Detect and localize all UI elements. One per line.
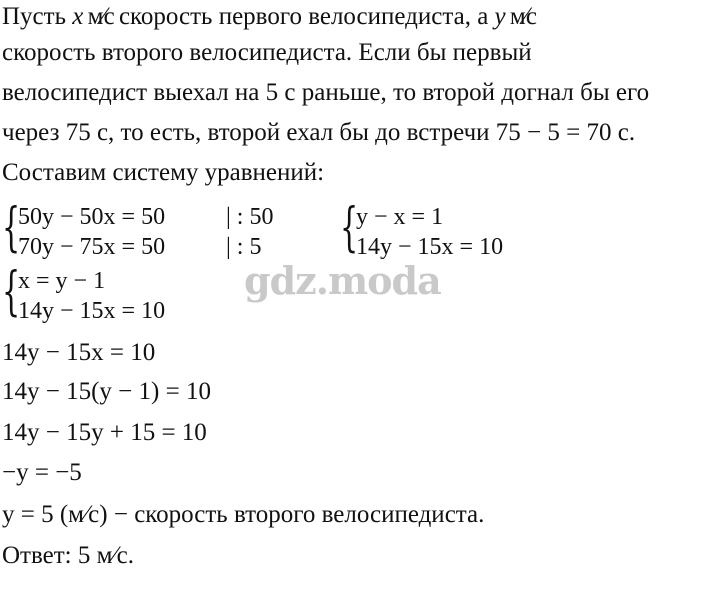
equation-system-1 bbox=[2, 198, 322, 264]
text-fragment: Пусть bbox=[2, 3, 73, 30]
equation: 50y − 50x = 50 bbox=[18, 204, 166, 230]
solution-step-4: −y = −5 bbox=[2, 459, 82, 486]
brace-glyph: { bbox=[2, 262, 21, 322]
brace-glyph: { bbox=[340, 198, 359, 258]
unit-fragment: м⁄с bbox=[505, 3, 535, 30]
equation: x = y − 1 bbox=[18, 268, 106, 294]
solution-step-2: 14y − 15(y − 1) = 10 bbox=[2, 378, 211, 405]
equation: y − x = 1 bbox=[356, 204, 444, 230]
text-fragment: скорость первого велосипедиста, а bbox=[112, 3, 495, 30]
solution-step-3: 14y − 15y + 15 = 10 bbox=[2, 419, 207, 446]
text-line-1 bbox=[2, 2, 535, 32]
answer-line: Ответ: 5 м⁄с. bbox=[2, 542, 134, 569]
variable-x: x bbox=[72, 3, 84, 30]
watermark-logo: gdz.moda bbox=[244, 258, 441, 303]
variable-y: y bbox=[494, 3, 506, 30]
text-line-2: скорость второго велосипедиста. Если бы первый bbox=[2, 39, 532, 66]
text-line-3: велосипедист выехал на 5 с раньше, то второй догнал бы его bbox=[2, 79, 650, 106]
text-line-5: Составим систему уравнений: bbox=[2, 159, 325, 186]
divisor-note: | : 50 bbox=[226, 204, 274, 230]
solution-step-1: 14y − 15x = 10 bbox=[2, 339, 156, 366]
solution-step-5: y = 5 (м⁄с) − скорость второго велосипедиста. bbox=[2, 501, 485, 528]
equation-system-2 bbox=[340, 198, 560, 264]
text-line-4: через 75 с, то есть, второй ехал бы до встречи 75 − 5 = 70 с. bbox=[2, 119, 636, 146]
brace-glyph: { bbox=[2, 198, 21, 258]
unit-fragment: м⁄с bbox=[83, 3, 113, 30]
equation: 70y − 75x = 50 bbox=[18, 234, 166, 260]
divisor-note: | : 5 bbox=[226, 234, 262, 260]
equation-system-3 bbox=[2, 262, 222, 328]
equation: 14y − 15x = 10 bbox=[356, 234, 504, 260]
equation: 14y − 15x = 10 bbox=[18, 298, 166, 324]
